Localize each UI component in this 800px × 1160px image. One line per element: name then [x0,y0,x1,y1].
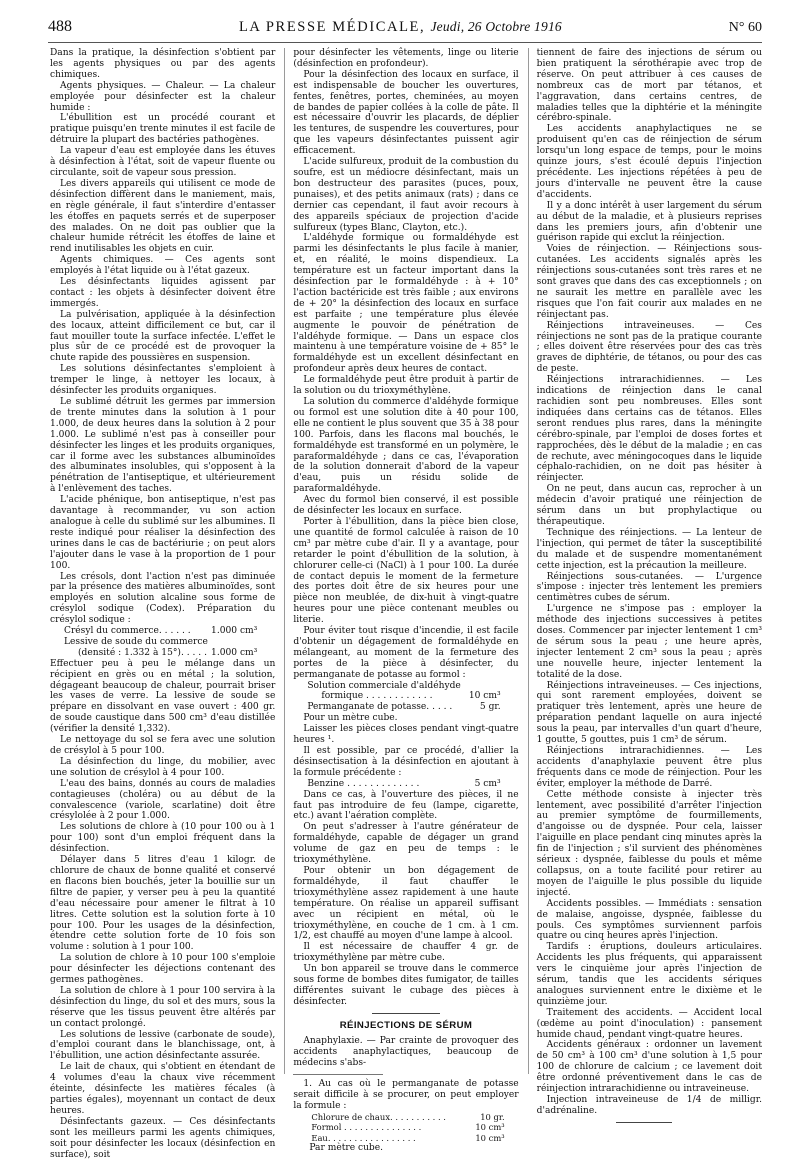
formula-ingredient: formique . . . . . . . . . . . . [321,691,433,702]
paragraph: Les solutions de chlore à (10 pour 100 ou à 1 pour 100) sont d'un emploi fréquent dans la désinfection. [50,822,276,855]
formula-ingredient: (densité : 1.332 à 15°). . . . . [78,647,207,658]
paragraph: Les accidents anaphylactiques ne se produisent qu'en cas de réinjection de sérum lorsqu'un long espace de temps, pour le moins quinze jours, s'est écoulé depuis l'injection précédente. Les injections répétées à peu de jours d'intervalle ne peuvent être la cause d'accidents. [536,124,762,200]
paragraph: Un bon appareil se trouve dans le commerce sous forme de bombes dites fumigator, de tailles différentes suivant le cubage des pièces à désinfecter. [293,964,519,1007]
formula-quantity: 1.000 cm³ [211,647,258,658]
footnote-quantity: 10 gr. [480,1112,505,1123]
paragraph: L'ébullition est un procédé courant et pratique puisqu'en trente minutes il est facile de détruire la plupart des bactéries pathogènes. [50,113,276,146]
col2-paragraphs-cont [293,713,518,778]
paragraph: tiennent de faire des injections de sérum ou bien pratiquent la sérothérapie avec trop de réserve. On peut attribuer à ces causes de nombreux cas de mort par tétanos, et l'aggravation, dans certains centres, de maladies telles que la diphtérie et la méningite cérébro-spinale. [536,48,762,124]
col3-paragraphs [537,48,762,1117]
paragraph: On peut s'adresser à l'autre générateur de formaldéhyde, capable de dégager un grand volume de gaz en peu de temps : le trioxyméthylène. [293,822,519,866]
paragraph: Agents physiques. — Chaleur. — La chaleur employée pour désinfecter est la chaleur humide : [50,80,276,113]
formula-row [50,648,275,659]
paragraph: Laisser les pièces closes pendant vingt-quatre heures ¹. [293,724,519,746]
paragraph: Injection intraveineuse de 1/4 de milligr. d'adrénaline. [536,1095,762,1116]
paragraph: Accidents possibles. — Immédiats : sensation de malaise, angoisse, dyspnée, faiblesse du pouls. Ces symptômes surviennent parfois quatre ou cinq heures après l'injection. [536,898,762,942]
footnote-text: 1. Au cas où le permanganate de potasse serait difficile à se procurer, on peut employer la formule : [293,1079,519,1112]
col1-paragraphs-cont [50,659,275,1160]
paragraph: Réinjections intrarachidiennes. — Les accidents d'anaphylaxie peuvent être plus fréquents dans ce mode de réinjection. Pour les éviter, employer la méthode de Darré. [536,746,762,789]
paragraph: Il y a donc intérêt à user largement du sérum au début de la maladie, et à plusieurs reprises dans les premiers jours, afin d'obtenir une guérison rapide qui exclut la réinjection. [536,200,762,244]
paragraph: Réinjections intrarachidiennes. — Les indications de réinjection dans le canal rachidien sont peu nombreuses. Elles sont indiquées dans certains cas de tétanos. Elles seront rendues plus rares, dans la méningite cérébro-spinale, par l'emploi de doses fortes et rapprochées, dès le début de la maladie ; en cas de rechute, avec méningocoques dans le liquide céphalo-rachidien, on ne doit pas hésiter à réinjecter. [536,375,762,484]
paragraph: L'urgence ne s'impose pas : employer la méthode des injections successives à petites doses. Commencer par injecter lentement 1 cm³ de sérum sous la peau ; une heure après, injecter lentement 2 cm³ sous la peau ; après une nouvelle heure, injecter lentement la totalité de la dose. [536,604,762,680]
issue-date: Jeudi, 26 Octobre 1916 [430,19,562,34]
paragraph: Le lait de chaux, qui s'obtient en étendant de 4 volumes d'eau la chaux vive récemment éteinte, désinfecte les matières fécales (à parties égales), moyennant un contact de deux heures. [50,1062,276,1116]
column-1 [50,48,276,1160]
col1-paragraphs [50,48,275,626]
col2-paragraphs-cont3 [293,1036,518,1069]
footnote-row [293,1122,518,1132]
footnote-ingredient: Formol . . . . . . . . . . . . . . . [311,1122,422,1133]
paragraph: Les divers appareils qui utilisent ce mode de désinfection diffèrent dans le maniement, mais, en règle générale, il faut s'interdire d'entasser les étoffes en paquets serrés et de superposer des malades. On ne doit pas oublier que la chaleur humide rétrécit les étoffes de laine et rend inutilisables les objets en cuir. [50,178,276,255]
formula-ingredient: Benzine . . . . . . . . . . . . . [307,778,420,789]
paragraph: Pour éviter tout risque d'incendie, il est facile d'obtenir un dégagement de formaldéhyde en mélangeant, au moment de la fermeture des portes de la pièce à désinfecter, du permanganate de potasse au formol : [293,626,519,680]
formula-quantity: 10 cm³ [468,691,501,702]
paragraph: La vapeur d'eau est employée dans les étuves à désinfection à l'état, soit de vapeur fluente ou circulante, soit de vapeur sous pression. [50,146,276,178]
formula-row [50,626,275,637]
paragraph: Les crésols, dont l'action n'est pas diminuée par la présence des matières albuminoïdes, sont employés en solution alcaline sous forme de crésylol sodique (Codex). Préparation du crésylol sodique : [50,571,276,626]
footnote-row [293,1112,518,1122]
journal-name: LA PRESSE MÉDICALE, [238,19,426,35]
paragraph: Les désinfectants liquides agissent par contact : les objets à désinfecter doivent être immergés. [50,277,276,309]
formula-ingredient: Permanganate de potasse. . . . . [307,702,453,713]
paragraph: On ne peut, dans aucun cas, reprocher à un médecin d'avoir pratiqué une réinjection de sérum dans un but prophylactique ou thérapeutique. [536,484,762,527]
formula-row [293,702,518,713]
paragraph: La solution du commerce d'aldéhyde formique ou formol est une solution dite à 40 pour 100, elle ne contient le plus souvent que 35 à 38 pour 100. Parfois, dans les flacons mal bouchés, le formaldéhyde est transformé en un polymère, le paraformaldéhyde ; dans ce cas, l'évaporation de la solution donnerait d'abord de la vapeur d'eau, puis un résidu solide de paraformaldéhyde. [293,397,519,495]
paragraph: Le sublimé détruit les germes par immersion de trente minutes dans la solution à 1 pour 1.000, de deux heures dans la solution à 2 pour 1.000. Le sublimé n'est pas à conseiller pour désinfecter les linges et les produits organiques, car il forme avec les substances albuminoïdes des albuminates insolubles, qui s'opposent à la pénétration de l'antiseptique, et ultérieurement à l'enlèvement des taches. [50,397,276,495]
paragraph: Il est possible, par ce procédé, d'allier la désinsectisation à la désinfection en ajoutant à la formule précédente : [293,746,519,778]
paragraph: L'eau des bains, donnés au cours de maladies contagieuses (choléra) ou au début de la convalescence (variole, scarlatine) doit être crésylolée à 2 pour 1.000. [50,778,276,822]
footnote-quantity: 10 cm³ [475,1132,505,1143]
footnote-ingredient: Chlorure de chaux. . . . . . . . . . . [311,1112,446,1123]
formol-table [293,681,518,714]
paragraph: L'acide phénique, bon antiseptique, n'est pas davantage à recommander, vu son action analogue à celle du sublimé sur les albumines. Il reste indiqué pour réaliser la désinfection des urines dans le cas de bactériurie ; on peut alors l'ajouter dans le vase à la proportion de 1 pour 100. [50,495,276,571]
paragraph: Tardifs : éruptions, douleurs articulaires. Accidents les plus fréquents, qui apparaissent vers le cinquième jour après l'injection de sérum, tandis que les accidents sériques analogues surviennent entre le dixième et le quinzième jour. [536,942,762,1007]
journal-title [239,19,562,36]
paragraph: Les solutions désinfectantes s'emploient à tremper le linge, à nettoyer les locaux, à désinfecter les produits organiques. [50,364,276,397]
paragraph: Le nettoyage du sol se fera avec une solution de crésylol à 5 pour 100. [50,735,276,756]
section-rule [372,1013,440,1014]
paragraph: pour désinfecter les vêtements, linge ou literie (désinfection en profondeur). [293,48,519,69]
section-title: RÉINJECTIONS DE SÉRUM [339,1019,473,1031]
paragraph: Anaphylaxie. — Par crainte de provoquer des accidents anaphylactiques, beaucoup de médecins s'abs- [293,1035,519,1068]
paragraph: Avec du formol bien conservé, il est possible de désinfecter les locaux en surface. [293,495,519,517]
col2-paragraphs-cont2 [293,790,518,1008]
formula-ingredient: Solution commerciale d'aldéhyde [307,680,461,691]
issue-number: N° 60 [728,20,762,35]
paragraph: Désinfectants gazeux. — Ces désinfectants sont les meilleurs parmi les agents chimiques, soit pour désinfecter les locaux (désinfection en surface), soit [50,1116,276,1160]
article-columns [50,48,762,1160]
paragraph: La pulvérisation, appliquée à la désinfection des locaux, atteint difficilement ce but, car il faut mouiller toute la surface infectée. L'effet le plus sûr de ce procédé est de provoquer la chute rapide des poussières en suspension. [50,309,276,364]
paragraph: Technique des réinjections. — La lenteur de l'injection, qui permet de tâter la susceptibilité du malade et de suspendre momentanément cette injection, est la précaution la meilleure. [536,527,762,571]
paragraph: Réinjections intraveineuses. — Ces injections, qui sont rarement employées, doivent se pratiquer très lentement, après une heure de préparation pendant laquelle on aura injecté sous la peau, par intervalles d'un quart d'heure, 1 goutte, 5 gouttes, puis 1 cm³ de sérum. [536,680,762,746]
paragraph: Pour un mètre cube. [303,713,398,724]
paragraph: L'acide sulfureux, produit de la combustion du soufre, est un médiocre désinfectant, mais un bon destructeur des parasites (puces, poux, punaises), et des petits animaux (rats) ; dans ce dernier cas cependant, il faut avoir recours à des appareils spéciaux de projection d'acide sulfureux (types Blanc, Clayton, etc.). [293,157,519,233]
column-3 [528,48,762,1116]
formula-quantity: 5 gr. [479,702,501,713]
benzine-table [293,779,518,790]
paragraph: Effectuer peu à peu le mélange dans un récipient en grès ou en métal ; la solution, dégageant beaucoup de chaleur, pourrait briser les vases de verre. La lessive de soude se prépare en dissolvant en vase ouvert : 400 gr. de soude caustique dans 500 cm³ d'eau distillée (vérifier la densité 1,332). [50,658,276,735]
col2-paragraphs [293,48,518,681]
paragraph: Cette méthode consiste à injecter très lentement, avec possibilité d'arrêter l'injection au premier symptôme de fourmillements, d'angoisse ou de dyspnée. Pour cela, laisser l'aiguille en place pendant cinq minutes après la fin de l'injection ; s'il survient des phénomènes sérieux : dyspnée, faiblesse du pouls et même collapsus, on a toute facilité pour retirer au moyen de l'aiguille le plus possible du liquide injecté. [536,789,762,898]
paragraph: Réinjections intraveineuses. — Ces réinjections ne sont pas de la pratique courante ; elles doivent être réservées pour des cas très graves de diphtérie, de tétanos, ou pour des cas de peste. [536,320,762,375]
formula-quantity: 1.000 cm³ [211,626,258,637]
end-rule [616,1122,672,1123]
footnote-end: Par mètre cube. [309,1142,384,1153]
paragraph: La désinfection du linge, du mobilier, avec une solution de crésylol à 4 pour 100. [50,756,276,778]
footnote-quantity: 10 cm³ [475,1122,505,1133]
paragraph: Traitement des accidents. — Accident local (œdème au point d'inoculation) : pansement humide chaud, pendant vingt-quatre heures. [536,1007,762,1040]
formula-ingredient: Lessive de soude du commerce [64,636,208,647]
paragraph: Dans ce cas, à l'ouverture des pièces, il ne faut pas introduire de feu (lampe, cigarette, etc.) avant l'aération complète. [293,789,519,822]
formula-row [50,637,275,648]
paragraph: Agents chimiques. — Ces agents sont employés à l'état liquide ou à l'état gazeux. [50,255,276,277]
footnote-row [293,1133,518,1143]
paragraph: Le formaldéhyde peut être produit à partir de la solution ou du trioxyméthylène. [293,375,519,397]
paragraph: Porter à l'ébullition, dans la pièce bien close, une quantité de formol calculée à raison de 10 cm³ par mètre cube d'air. Il y a avantage, pour retarder le point d'ébullition de la solution, à chlorurer celle-ci (NaCl) à 1 pour 100. La durée de contact depuis le moment de la fermeture des portes doit être de six heures pour une pièce non meublée, de dix-huit à vingt-quatre heures pour une pièce contenant meubles ou literie. [293,516,519,626]
cresylol-table [50,626,275,659]
paragraph: Dans la pratique, la désinfection s'obtient par les agents physiques ou par des agents chimiques. [50,48,276,80]
paragraph: Accidents généraux : ordonner un lavement de 50 cm³ à 100 cm³ d'une solution à 1,5 pour 100 de chlorure de calcium ; ce lavement doit être ordonné préventivement dans le cas de réinjection intrarachidienne ou intraveineuse. [536,1040,762,1095]
paragraph: L'aldéhyde formique ou formaldéhyde est parmi les désinfectants le plus facile à manier, et, en réalité, le moins dispendieux. La température est un facteur important dans la désinfection par le formaldéhyde : à + 10° l'action bactéricide est très faible ; aux environs de + 20° la désinfection des locaux en surface est parfaite ; une température plus élevée augmente le pouvoir de pénétration de l'aldéhyde formique. — Dans un espace clos maintenu à une température voisine de + 85° le formaldéhyde est un excellent désinfectant en profondeur après deux heures de contact. [293,233,519,375]
column-2 [284,48,519,1153]
paragraph: Il est nécessaire de chauffer 4 gr. de trioxyméthylène par mètre cube. [293,942,519,964]
formula-row [293,779,518,790]
page-number: 488 [48,18,72,35]
paragraph: Voies de réinjection. — Réinjections sous-cutanées. Les accidents signalés après les réinjections sous-cutanées sont très rares et ne sont graves que dans des cas exceptionnels ; on ne saurait les mettre en parallèle avec les risques que l'on fait courir aux malades en ne réinjectant pas. [536,244,762,320]
footnote-ingredient: Eau. . . . . . . . . . . . . . . . . [311,1132,416,1143]
paragraph: La solution de chlore à 1 pour 100 servira à la désinfection du linge, du sol et des murs, sous la réserve que les tissus peuvent être altérés par un contact prolongé. [50,985,276,1029]
paragraph: Pour la désinfection des locaux en surface, il est indispensable de boucher les ouvertures, fentes, fenêtres, portes, cheminées, au moyen de bandes de papier collées à la colle de pâte. Il est nécessaire d'ouvrir les placards, de déplier les tentures, de suspendre les couvertures, pour que les vapeurs désinfectantes puissent agir efficacement. [293,69,519,157]
paragraph: Les solutions de lessive (carbonate de soude), d'emploi courant dans le blanchissage, ont, à l'ébullition, une action désinfectante assurée. [50,1029,276,1062]
footnote-rule [293,1074,383,1075]
formula-quantity: 5 cm³ [474,778,501,789]
footnote-table [293,1112,518,1143]
formula-row [293,681,518,692]
paragraph: Réinjections sous-cutanées. — L'urgence s'impose : injecter très lentement les premiers centimètres cubes de sérum. [536,571,762,604]
paragraph: La solution de chlore à 10 pour 100 s'emploie pour désinfecter les déjections contenant des germes pathogènes. [50,953,276,986]
paragraph: Délayer dans 5 litres d'eau 1 kilogr. de chlorure de chaux de bonne qualité et conservé en flacons bien bouchés, jeter la bouillie sur un filtre de papier, y verser peu à peu la quantité d'eau nécessaire pour amener le filtrat à 10 litres. Cette solution est la solution forte à 10 pour 100. Pour les usages de la désinfection, étendre cette solution forte de 10 fois son volume : solution à 1 pour 100. [50,855,276,953]
formula-ingredient: Crésyl du commerce. . . . . . [64,626,191,637]
formula-row [293,691,518,702]
page-header [48,18,762,43]
paragraph: Pour obtenir un bon dégagement de formaldéhyde, il faut chauffer le trioxyméthylène assez rapidement à une haute température. On réalise un appareil suffisant avec un récipient en métal, où le trioxyméthylène, en couche de 1 cm. à 1 cm. 1/2, est chauffé au moyen d'une lampe à alcool. [293,865,519,942]
